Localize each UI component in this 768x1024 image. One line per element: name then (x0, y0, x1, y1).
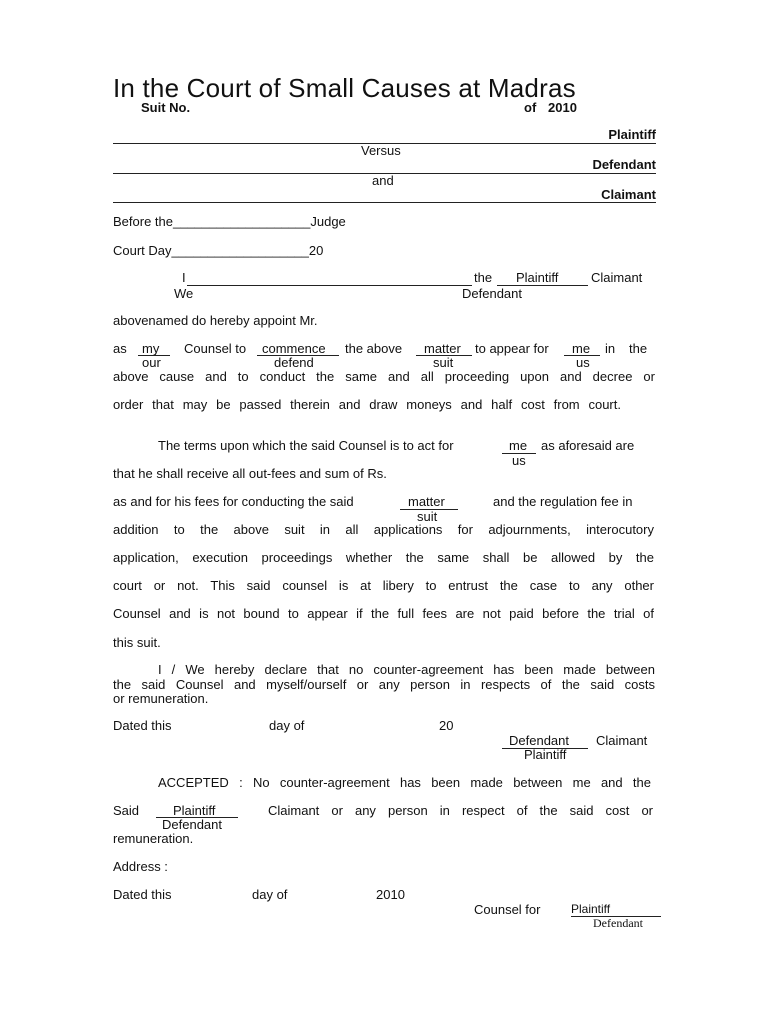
accepted-said: Said (113, 803, 140, 818)
declare-line1: I / We hereby declare that no counter-agreement has been made between (158, 662, 655, 677)
court-day-line: Court Day___________________20 (113, 243, 324, 258)
counsel-to: Counsel to (184, 341, 247, 356)
before-judge-line: Before the___________________Judge (113, 214, 346, 229)
dated1-claimant: Claimant (596, 733, 648, 748)
defendant-label: Defendant (592, 157, 656, 172)
terms-line1b: as aforesaid are (541, 438, 635, 453)
terms-line2: that he shall receive all out-fees and sum of Rs. (113, 466, 387, 481)
dated2-label: Dated this (113, 887, 172, 902)
appoint-we: We (174, 286, 194, 301)
counsel-our: our (142, 355, 161, 370)
suit-year: 2010 (548, 100, 577, 115)
terms-me: me (509, 438, 528, 453)
appoint-name-line (187, 285, 472, 286)
counsel-my: my (142, 341, 160, 356)
terms-matter: matter (408, 494, 445, 509)
claimant-label: Claimant (601, 187, 656, 202)
suit-no-label: Suit No. (141, 100, 191, 115)
terms-line5: application, execution proceedings whether the same shall be allowed by the (113, 550, 654, 565)
accepted-line1: ACCEPTED : No counter-agreement has been made between me and the (158, 775, 651, 790)
declare-line3: or remuneration. (113, 691, 209, 706)
dated2-defendant: Defendant (593, 916, 643, 930)
terms-line6: court or not. This said counsel is at libery to entrust the case to any other (113, 578, 654, 593)
terms-line1a: The terms upon which the said Counsel is to act for (158, 438, 454, 453)
accepted-defendant: Defendant (162, 817, 222, 832)
counsel-suit: suit (433, 355, 454, 370)
accepted-plaintiff: Plaintiff (173, 803, 216, 818)
para1-line4: order that may be passed therein and draw moneys and half cost from court. (113, 397, 621, 412)
dated2-counsel-for: Counsel for (474, 902, 541, 917)
counsel-the: the (629, 341, 648, 356)
terms-us: us (512, 453, 526, 468)
appoint-the: the (474, 270, 493, 285)
versus-label: Versus (361, 143, 401, 158)
dated1-twenty: 20 (439, 718, 454, 733)
appoint-text: abovenamed do hereby appoint Mr. (113, 313, 318, 328)
and-label: and (372, 173, 394, 188)
accepted-line2b: Claimant or any person in respect of the said cost or (268, 803, 653, 818)
counsel-commence: commence (262, 341, 326, 356)
claimant-line (113, 202, 656, 203)
counsel-matter: matter (424, 341, 461, 356)
terms-suit: suit (417, 509, 438, 524)
appoint-claimant: Claimant (591, 270, 643, 285)
terms-line7: Counsel and is not bound to appear if the full fees are not paid before the trial of (113, 606, 654, 621)
terms-line4: addition to the above suit in all applications for adjournments, interocutory (113, 522, 654, 537)
dated2-plaintiff: Plaintiff (571, 902, 611, 916)
appoint-i: I (182, 270, 186, 285)
dated2-day: day of (252, 887, 288, 902)
declare-line2: the said Counsel and myself/ourself or any person in respects of the said costs (113, 677, 655, 692)
suit-of-label: of (524, 100, 537, 115)
terms-line3b: and the regulation fee in (493, 494, 633, 509)
counsel-in: in (605, 341, 616, 356)
dated1-defendant: Defendant (509, 733, 569, 748)
dated1-day: day of (269, 718, 305, 733)
counsel-me: me (572, 341, 591, 356)
dated1-plaintiff: Plaintiff (524, 747, 567, 762)
counsel-us: us (576, 355, 590, 370)
dated1-label: Dated this (113, 718, 172, 733)
counsel-to-appear: to appear for (475, 341, 549, 356)
counsel-as: as (113, 341, 127, 356)
accepted-line3: remuneration. (113, 831, 194, 846)
dated2-year: 2010 (376, 887, 405, 902)
appoint-plaintiff: Plaintiff (516, 270, 559, 285)
terms-line3a: as and for his fees for conducting the said (113, 494, 354, 509)
appoint-defendant: Defendant (462, 286, 522, 301)
address-label: Address : (113, 859, 168, 874)
counsel-defend: defend (274, 355, 314, 370)
plaintiff-label: Plaintiff (608, 127, 656, 142)
counsel-the-above: the above (345, 341, 403, 356)
para1-line3: above cause and to conduct the same and all proceeding upon and decree or (113, 369, 655, 384)
terms-line8: this suit. (113, 635, 161, 650)
document-title: In the Court of Small Causes at Madras (113, 73, 576, 103)
